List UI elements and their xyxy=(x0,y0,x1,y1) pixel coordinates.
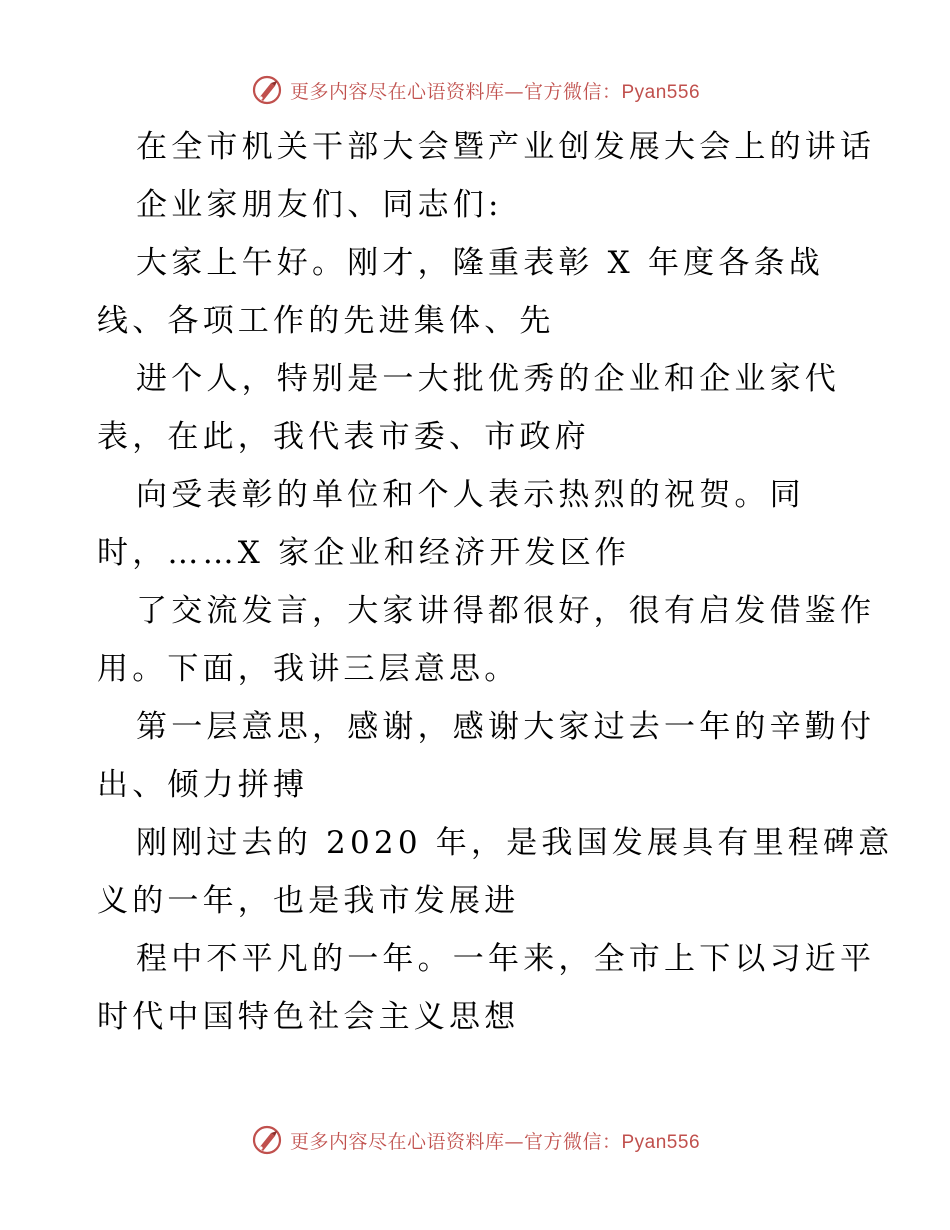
header-banner-text: 更多内容尽在心语资料库—官方微信： xyxy=(289,80,622,103)
footer-banner-text: 更多内容尽在心语资料库—官方微信： xyxy=(289,1130,622,1153)
pen-logo-icon xyxy=(250,1123,284,1157)
text-line: 线、各项工作的先进集体、先 xyxy=(97,303,555,339)
text-line: 表，在此，我代表市委、市政府 xyxy=(97,419,590,455)
text-line: 了交流发言，大家讲得都很好，很有启发借鉴作 xyxy=(136,593,876,629)
text-line: 向受表彰的单位和个人表示热烈的祝贺。同 xyxy=(136,477,805,513)
salutation-line: 企业家朋友们、同志们: xyxy=(136,187,503,223)
document-title: 在全市机关干部大会暨产业创发展大会上的讲话 xyxy=(136,129,876,165)
text-line: 用。下面，我讲三层意思。 xyxy=(97,651,520,687)
text-line: 程中不平凡的一年。一年来，全市上下以习近平 xyxy=(136,941,876,977)
text-line: 义的一年，也是我市发展进 xyxy=(97,883,520,919)
section-heading-line: 第一层意思，感谢，感谢大家过去一年的辛勤付 xyxy=(136,709,876,745)
footer-banner-handle: Pyan556 xyxy=(621,1131,701,1153)
pen-logo-icon xyxy=(250,73,284,107)
text-line: 大家上午好。刚才，隆重表彰 X 年度各条战 xyxy=(136,245,824,281)
text-line: 刚刚过去的 2020 年，是我国发展具有里程碑意 xyxy=(136,825,894,861)
text-line: 时，……X 家企业和经济开发区作 xyxy=(97,535,631,571)
text-line: 进个人，特别是一大批优秀的企业和企业家代 xyxy=(136,361,840,397)
header-banner-handle: Pyan556 xyxy=(621,81,701,103)
text-line: 时代中国特色社会主义思想 xyxy=(97,999,520,1035)
header-banner xyxy=(0,70,950,110)
footer-banner xyxy=(0,1120,950,1160)
section-heading-line: 出、倾力拼搏 xyxy=(97,767,309,803)
